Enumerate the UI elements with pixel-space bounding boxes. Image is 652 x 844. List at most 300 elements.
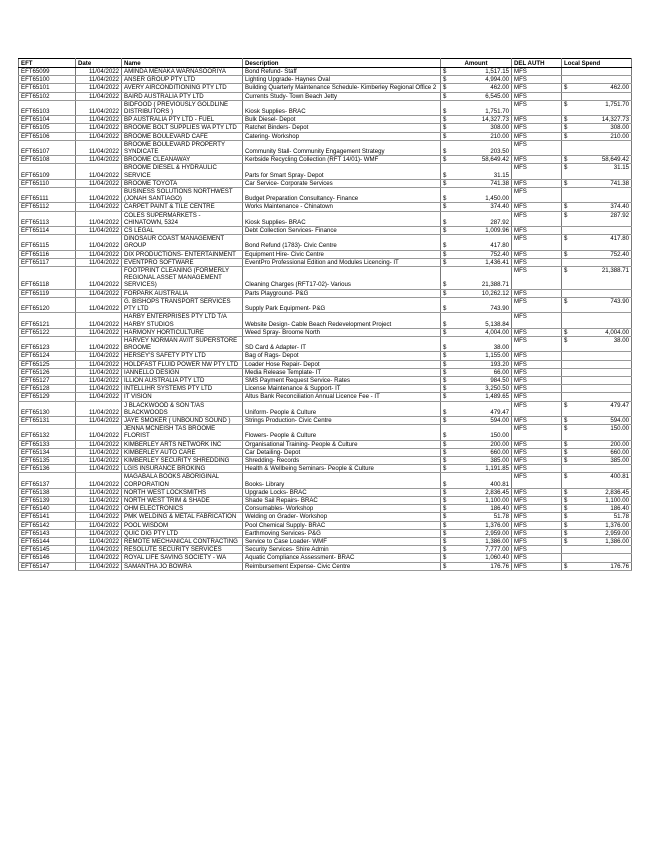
eft-cell: EFT65124 (19, 352, 76, 360)
payee-name-cell: ANSER GROUP PTY LTD (122, 76, 243, 84)
amount-value: 287.92 (490, 218, 509, 226)
amount-cell (441, 425, 512, 440)
payee-name-cell: KIMBERLEY AUTO CARE (122, 448, 243, 456)
eft-cell: EFT65122 (19, 328, 76, 336)
description-cell: Media Release Template- IT (243, 368, 441, 376)
payee-name-cell: BROOME CLEANAWAY (122, 156, 243, 164)
date-cell: 11/04/2022 (76, 258, 122, 266)
currency-symbol: $ (564, 164, 568, 172)
local-spend-cell (562, 100, 632, 115)
local-spend-cell (562, 140, 632, 155)
local-spend-wrap (562, 489, 631, 496)
local-spend-wrap (562, 164, 631, 171)
amount-value: 1,450.00 (485, 195, 509, 203)
date-cell: 11/04/2022 (76, 537, 122, 545)
del-auth-cell: MFS (512, 289, 562, 297)
local-spend-cell (562, 401, 632, 416)
description-cell: Works Maintenance - Chinatown (243, 203, 441, 211)
local-spend-value: 176.76 (610, 562, 629, 570)
local-spend-value: 462.00 (610, 84, 629, 92)
local-spend-cell (562, 132, 632, 140)
table-row (19, 235, 632, 250)
description-cell: Weed Spray- Broome North (243, 328, 441, 336)
payee-name-cell: BAIRD AUSTRALIA PTY LTD (122, 92, 243, 100)
eft-cell: EFT65129 (19, 393, 76, 401)
del-auth-cell: MFS (512, 84, 562, 92)
amount-cell (441, 360, 512, 368)
local-spend-cell (562, 385, 632, 393)
table-row (19, 156, 632, 164)
currency-symbol: $ (443, 108, 447, 116)
amount-cell (441, 465, 512, 473)
amount-wrap (441, 108, 511, 115)
table-row (19, 425, 632, 440)
currency-symbol: $ (443, 521, 447, 529)
description-cell: Debt Collection Services- Finance (243, 227, 441, 235)
local-spend-value: 741.38 (610, 179, 629, 187)
eft-cell: EFT65111 (19, 188, 76, 203)
currency-symbol: $ (564, 440, 568, 448)
amount-value: 1,386.00 (485, 537, 509, 545)
table-row (19, 84, 632, 92)
amount-wrap (441, 369, 511, 376)
amount-value: 7,777.00 (485, 546, 509, 554)
payee-name-cell: JENNA MCNEISH TAS BROOME FLORIST (122, 425, 243, 440)
date-cell: 11/04/2022 (76, 76, 122, 84)
local-spend-value: 374.40 (610, 203, 629, 211)
col-header-local-spend: Local Spend (562, 59, 632, 68)
amount-value: 14,327.73 (481, 116, 509, 124)
eft-cell: EFT65138 (19, 488, 76, 496)
local-spend-value: 2,836.45 (605, 488, 629, 496)
amount-cell (441, 496, 512, 504)
currency-symbol: $ (443, 148, 447, 156)
eft-cell: EFT65145 (19, 546, 76, 554)
amount-wrap (441, 281, 511, 288)
description-cell: Car Service- Corporate Services (243, 179, 441, 187)
amount-value: 462.00 (490, 84, 509, 92)
amount-wrap (441, 409, 511, 416)
amount-cell (441, 537, 512, 545)
amount-wrap (441, 227, 511, 234)
amount-value: 1,100.00 (485, 496, 509, 504)
eft-cell: EFT65106 (19, 132, 76, 140)
col-header-eft: EFT (19, 59, 76, 68)
currency-symbol: $ (443, 360, 447, 368)
amount-wrap (441, 417, 511, 424)
currency-symbol: $ (443, 440, 447, 448)
currency-symbol: $ (443, 320, 447, 328)
table-row (19, 376, 632, 384)
table-row (19, 124, 632, 132)
amount-wrap (441, 457, 511, 464)
date-cell: 11/04/2022 (76, 416, 122, 424)
currency-symbol: $ (564, 537, 568, 545)
amount-wrap (441, 203, 511, 210)
amount-wrap (441, 148, 511, 155)
payee-name-cell: CARPET PAINT & TILE CENTRE (122, 203, 243, 211)
eft-cell: EFT65103 (19, 100, 76, 115)
currency-symbol: $ (564, 328, 568, 336)
local-spend-cell (562, 164, 632, 179)
currency-symbol: $ (443, 393, 447, 401)
description-cell: Loader Hose Repair- Depot (243, 360, 441, 368)
eft-cell: EFT65147 (19, 562, 76, 570)
amount-value: 1,376.00 (485, 521, 509, 529)
currency-symbol: $ (443, 513, 447, 521)
local-spend-value: 308.00 (610, 124, 629, 132)
local-spend-cell (562, 440, 632, 448)
local-spend-value: 2,959.00 (605, 529, 629, 537)
payee-name-cell: G. BISHOPS TRANSPORT SERVICES PTY LTD (122, 297, 243, 312)
amount-cell (441, 328, 512, 336)
local-spend-cell (562, 376, 632, 384)
amount-wrap (441, 290, 511, 297)
eft-cell: EFT65105 (19, 124, 76, 132)
description-cell: Community Stall- Community Engagement Strategy (243, 140, 441, 155)
local-spend-wrap (562, 101, 631, 108)
amount-value: 752.40 (490, 250, 509, 258)
eft-cell: EFT65144 (19, 537, 76, 545)
currency-symbol: $ (564, 513, 568, 521)
del-auth-cell: MFS (512, 352, 562, 360)
currency-symbol: $ (564, 116, 568, 124)
col-header-description: Description (243, 59, 441, 68)
amount-cell (441, 235, 512, 250)
local-spend-wrap (562, 538, 631, 545)
date-cell: 11/04/2022 (76, 84, 122, 92)
local-spend-cell (562, 562, 632, 570)
local-spend-value: 31.15 (613, 164, 629, 172)
date-cell: 11/04/2022 (76, 336, 122, 351)
payee-name-cell: KIMBERLEY SECURITY SHREDDING (122, 456, 243, 464)
del-auth-cell: MFS (512, 250, 562, 258)
local-spend-cell (562, 368, 632, 376)
amount-cell (441, 297, 512, 312)
currency-symbol: $ (443, 203, 447, 211)
description-cell: Uniform- People & Culture (243, 401, 441, 416)
payee-name-cell: OHM ELECTRONICS (122, 505, 243, 513)
local-spend-cell (562, 297, 632, 312)
eft-cell: EFT65135 (19, 456, 76, 464)
amount-value: 1,060.40 (485, 554, 509, 562)
amount-wrap (441, 321, 511, 328)
description-cell: Currents Study- Town Beach Jetty (243, 92, 441, 100)
table-row (19, 440, 632, 448)
amount-cell (441, 76, 512, 84)
currency-symbol: $ (443, 132, 447, 140)
amount-cell (441, 258, 512, 266)
currency-symbol: $ (564, 211, 568, 219)
local-spend-cell (562, 448, 632, 456)
del-auth-cell: MFS (512, 92, 562, 100)
payee-name-cell: ROYAL LIFE SAVING SOCIETY - WA (122, 554, 243, 562)
amount-wrap (441, 76, 511, 83)
description-cell: Pool Chemical Supply- BRAC (243, 521, 441, 529)
eft-cell: EFT65101 (19, 84, 76, 92)
table-row (19, 352, 632, 360)
date-cell: 11/04/2022 (76, 188, 122, 203)
date-cell: 11/04/2022 (76, 250, 122, 258)
amount-cell (441, 84, 512, 92)
currency-symbol: $ (564, 496, 568, 504)
amount-value: 4,994.00 (485, 76, 509, 84)
payee-name-cell: J BLACKWOOD & SON T/AS BLACKWOODS (122, 401, 243, 416)
eft-cell: EFT65142 (19, 521, 76, 529)
eft-cell: EFT65099 (19, 68, 76, 76)
local-spend-cell (562, 156, 632, 164)
table-row (19, 267, 632, 290)
table-row (19, 188, 632, 203)
table-row (19, 328, 632, 336)
currency-symbol: $ (564, 124, 568, 132)
amount-wrap (441, 563, 511, 570)
table-row (19, 521, 632, 529)
table-row (19, 529, 632, 537)
col-header-date: Date (76, 59, 122, 68)
del-auth-cell: MFS (512, 488, 562, 496)
del-auth-cell: MFS (512, 116, 562, 124)
eft-cell: EFT65118 (19, 267, 76, 290)
payee-name-cell: NORTH WEST LOCKSMITHS (122, 488, 243, 496)
table-row (19, 92, 632, 100)
del-auth-cell: MFS (512, 416, 562, 424)
eft-cell: EFT65134 (19, 448, 76, 456)
amount-cell (441, 124, 512, 132)
payee-name-cell: POOL WISDOM (122, 521, 243, 529)
date-cell: 11/04/2022 (76, 164, 122, 179)
date-cell: 11/04/2022 (76, 546, 122, 554)
local-spend-wrap (562, 441, 631, 448)
table-row (19, 289, 632, 297)
amount-wrap (441, 441, 511, 448)
amount-cell (441, 289, 512, 297)
amount-cell (441, 505, 512, 513)
del-auth-cell: MFS (512, 562, 562, 570)
local-spend-value: 58,649.42 (601, 156, 629, 164)
eft-cell: EFT65133 (19, 440, 76, 448)
del-auth-cell: MFS (512, 360, 562, 368)
local-spend-wrap (562, 298, 631, 305)
currency-symbol: $ (564, 521, 568, 529)
currency-symbol: $ (443, 328, 447, 336)
currency-symbol: $ (443, 250, 447, 258)
amount-wrap (441, 344, 511, 351)
date-cell: 11/04/2022 (76, 440, 122, 448)
amount-wrap (441, 305, 511, 312)
local-spend-wrap (562, 513, 631, 520)
local-spend-cell (562, 360, 632, 368)
currency-symbol: $ (443, 505, 447, 513)
payee-name-cell: HARBY ENTERPRISES PTY LTD T/A HARBY STUDIOS (122, 313, 243, 328)
amount-value: 186.40 (490, 505, 509, 513)
payee-name-cell: BP AUSTRALIA PTY LTD - FUEL (122, 116, 243, 124)
description-cell: Kiosk Supplies- BRAC (243, 100, 441, 115)
description-cell: License Maintenance & Support- IT (243, 385, 441, 393)
eft-cell: EFT65116 (19, 250, 76, 258)
date-cell: 11/04/2022 (76, 562, 122, 570)
description-cell: Bag of Rags- Depot (243, 352, 441, 360)
payee-name-cell: PMK WELDING & METAL FABRICATION (122, 513, 243, 521)
eft-cell: EFT65139 (19, 496, 76, 504)
del-auth-cell: MFS (512, 496, 562, 504)
del-auth-cell: MFS (512, 227, 562, 235)
amount-cell (441, 132, 512, 140)
date-cell: 11/04/2022 (76, 156, 122, 164)
table-row (19, 336, 632, 351)
local-spend-cell (562, 473, 632, 488)
local-spend-wrap (562, 124, 631, 131)
currency-symbol: $ (443, 344, 447, 352)
description-cell: Kerbside Recycling Collection (RFT 14/01)- WMF (243, 156, 441, 164)
amount-cell (441, 473, 512, 488)
local-spend-value: 479.47 (610, 401, 629, 409)
local-spend-value: 4,004.00 (605, 328, 629, 336)
amount-wrap (441, 377, 511, 384)
amount-cell (441, 203, 512, 211)
del-auth-cell: MFS (512, 68, 562, 76)
local-spend-cell (562, 179, 632, 187)
date-cell: 11/04/2022 (76, 352, 122, 360)
date-cell: 11/04/2022 (76, 140, 122, 155)
date-cell: 11/04/2022 (76, 465, 122, 473)
payee-name-cell: COLES SUPERMARKETS - CHINATOWN, 5324 (122, 211, 243, 226)
amount-value: 1,009.96 (485, 227, 509, 235)
payee-name-cell: DINOSAUR COAST MANAGEMENT GROUP (122, 235, 243, 250)
currency-symbol: $ (564, 505, 568, 513)
currency-symbol: $ (443, 488, 447, 496)
amount-wrap (441, 432, 511, 439)
table-row (19, 554, 632, 562)
local-spend-wrap (562, 251, 631, 258)
currency-symbol: $ (564, 132, 568, 140)
local-spend-cell (562, 235, 632, 250)
currency-symbol: $ (443, 156, 447, 164)
del-auth-cell: MFS (512, 313, 562, 328)
local-spend-value: 21,388.71 (601, 267, 629, 275)
date-cell: 11/04/2022 (76, 313, 122, 328)
del-auth-cell: MFS (512, 100, 562, 115)
amount-cell (441, 546, 512, 554)
table-row (19, 360, 632, 368)
table-row (19, 546, 632, 554)
currency-symbol: $ (564, 456, 568, 464)
amount-value: 150.00 (490, 432, 509, 440)
payee-name-cell: KIMBERLEY ARTS NETWORK INC (122, 440, 243, 448)
payee-name-cell: JAYE SMOKER ( UNBOUND SOUND ) (122, 416, 243, 424)
date-cell: 11/04/2022 (76, 203, 122, 211)
eft-cell: EFT65113 (19, 211, 76, 226)
amount-value: 984.50 (490, 376, 509, 384)
local-spend-cell (562, 250, 632, 258)
currency-symbol: $ (564, 156, 568, 164)
del-auth-cell: MFS (512, 448, 562, 456)
currency-symbol: $ (443, 465, 447, 473)
amount-cell (441, 250, 512, 258)
local-spend-wrap (562, 522, 631, 529)
currency-symbol: $ (443, 242, 447, 250)
eft-cell: EFT65115 (19, 235, 76, 250)
description-cell: Cleaning Charges (RFT17-02)- Various (243, 267, 441, 290)
amount-value: 4,004.00 (485, 328, 509, 336)
eft-cell: EFT65117 (19, 258, 76, 266)
currency-symbol: $ (564, 401, 568, 409)
table-row (19, 179, 632, 187)
eft-cell: EFT65108 (19, 156, 76, 164)
amount-value: 31.15 (493, 171, 509, 179)
table-row (19, 68, 632, 76)
date-cell: 11/04/2022 (76, 68, 122, 76)
date-cell: 11/04/2022 (76, 289, 122, 297)
del-auth-cell: MFS (512, 456, 562, 464)
date-cell: 11/04/2022 (76, 425, 122, 440)
payments-sheet (18, 58, 632, 571)
amount-cell (441, 554, 512, 562)
amount-value: 200.00 (490, 440, 509, 448)
amount-wrap (441, 259, 511, 266)
local-spend-cell (562, 116, 632, 124)
date-cell: 11/04/2022 (76, 124, 122, 132)
del-auth-cell: MFS (512, 76, 562, 84)
local-spend-cell (562, 258, 632, 266)
payee-name-cell: FOOTPRINT CLEANING (FORMERLY REGIONAL ASSET MANAGEMENT SERVICES) (122, 267, 243, 290)
amount-cell (441, 456, 512, 464)
eft-cell: EFT65131 (19, 416, 76, 424)
amount-value: 741.38 (490, 179, 509, 187)
amount-cell (441, 416, 512, 424)
eft-cell: EFT65109 (19, 164, 76, 179)
local-spend-cell (562, 289, 632, 297)
date-cell: 11/04/2022 (76, 521, 122, 529)
date-cell: 11/04/2022 (76, 92, 122, 100)
col-header-amount: Amount (441, 59, 512, 68)
amount-cell (441, 440, 512, 448)
amount-wrap (441, 489, 511, 496)
currency-symbol: $ (564, 336, 568, 344)
amount-wrap (441, 385, 511, 392)
amount-wrap (441, 219, 511, 226)
payee-name-cell: CS LEGAL (122, 227, 243, 235)
date-cell: 11/04/2022 (76, 116, 122, 124)
del-auth-cell: MFS (512, 425, 562, 440)
local-spend-value: 1,386.00 (605, 537, 629, 545)
amount-value: 2,836.45 (485, 488, 509, 496)
eft-cell: EFT65107 (19, 140, 76, 155)
payee-name-cell: BROOME DIESEL & HYDRAULIC SERVICE (122, 164, 243, 179)
local-spend-value: 150.00 (610, 425, 629, 433)
del-auth-cell: MFS (512, 440, 562, 448)
currency-symbol: $ (443, 529, 447, 537)
date-cell: 11/04/2022 (76, 100, 122, 115)
payee-name-cell: BROOME BOULEVARD PROPERTY SYNDICATE (122, 140, 243, 155)
date-cell: 11/04/2022 (76, 488, 122, 496)
table-row (19, 416, 632, 424)
local-spend-cell (562, 554, 632, 562)
amount-cell (441, 376, 512, 384)
payee-name-cell: EVENTPRO SOFTWARE (122, 258, 243, 266)
payee-name-cell: ILLION AUSTRALIA PTY LTD (122, 376, 243, 384)
table-row (19, 203, 632, 211)
amount-wrap (441, 124, 511, 131)
local-spend-value: 594.00 (610, 416, 629, 424)
currency-symbol: $ (443, 546, 447, 554)
del-auth-cell: MFS (512, 393, 562, 401)
del-auth-cell: MFS (512, 124, 562, 132)
local-spend-wrap (562, 473, 631, 480)
table-row (19, 211, 632, 226)
amount-wrap (441, 93, 511, 100)
currency-symbol: $ (443, 124, 447, 132)
